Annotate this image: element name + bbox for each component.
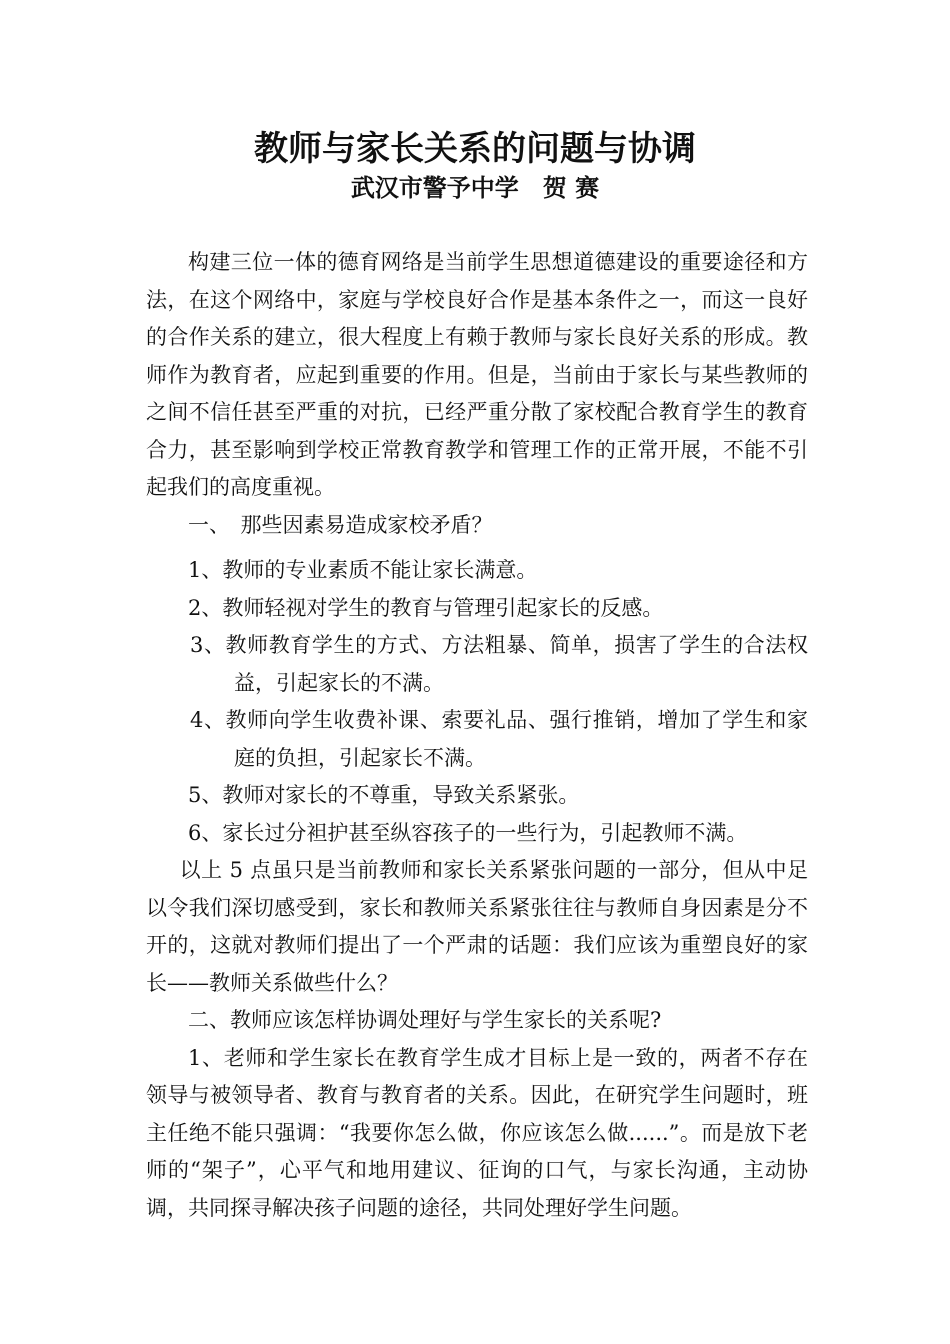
section-2-paragraph: 1、老师和学生家长在教育学生成才目标上是一致的，两者不存在领导与被领导者、教育与教育者的关系。因此，在研究学生问题时，班主任绝不能只强调：“我要你怎么做，你应该怎么做......”。而是放下老师的“架子”，心平气和地用建议、征询的口气，与家长沟通，主动协调，共同探寻解决孩子问题的途径，共同处理好学生问题。: [146, 1045, 808, 1220]
section-1-item: 6、家长过分袒护甚至纵容孩子的一些行为，引起教师不满。: [188, 820, 748, 845]
document-title: 教师与家长关系的问题与协调: [254, 129, 696, 169]
section-2-heading: 二、教师应该怎样协调处理好与学生家长的关系呢?: [188, 1008, 662, 1032]
section-1-item: 1、教师的专业素质不能让家长满意。: [188, 558, 538, 582]
intro-paragraph: 构建三位一体的德育网络是当前学生思想道德建设的重要途径和方法，在这个网络中，家庭与学校良好合作是基本条件之一，而这一良好的合作关系的建立，很大程度上有赖于教师与家长良好关系的形成。教师作为教育者，应起到重要的作用。但是，当前由于家长与某些教师的之间不信任甚至严重的对抗，已经严重分散了家校配合教育学生的教育合力，甚至影响到学校正常教育教学和管理工作的正常开展，不能不引起我们的高度重视。: [146, 250, 808, 499]
section-1-item: 3、教师教育学生的方式、方法粗暴、简单，损害了学生的合法权益，引起家长的不满。: [190, 633, 808, 695]
summary-paragraph: 以上 5 点虽只是当前教师和家长关系紧张问题的一部分，但从中足以令我们深切感受到，家长和教师关系紧张往往与教师自身因素是分不开的，这就对教师们提出了一个严肃的话题：我们应该为重塑良好的家长——教师关系做些什么？: [146, 858, 808, 995]
section-1-heading: 一、 那些因素易造成家校矛盾？: [188, 512, 493, 537]
section-1-item: 4、教师向学生收费补课、索要礼品、强行推销，增加了学生和家庭的负担，引起家长不满。: [190, 708, 808, 770]
document-body: [146, 244, 808, 1227]
section-1-item: 5、教师对家长的不尊重，导致关系紧张。: [188, 783, 580, 807]
section-1-item: 2、教师轻视对学生的教育与管理引起家长的反感。: [188, 595, 664, 620]
author-byline: 武汉市警予中学 贺 赛: [350, 173, 600, 202]
